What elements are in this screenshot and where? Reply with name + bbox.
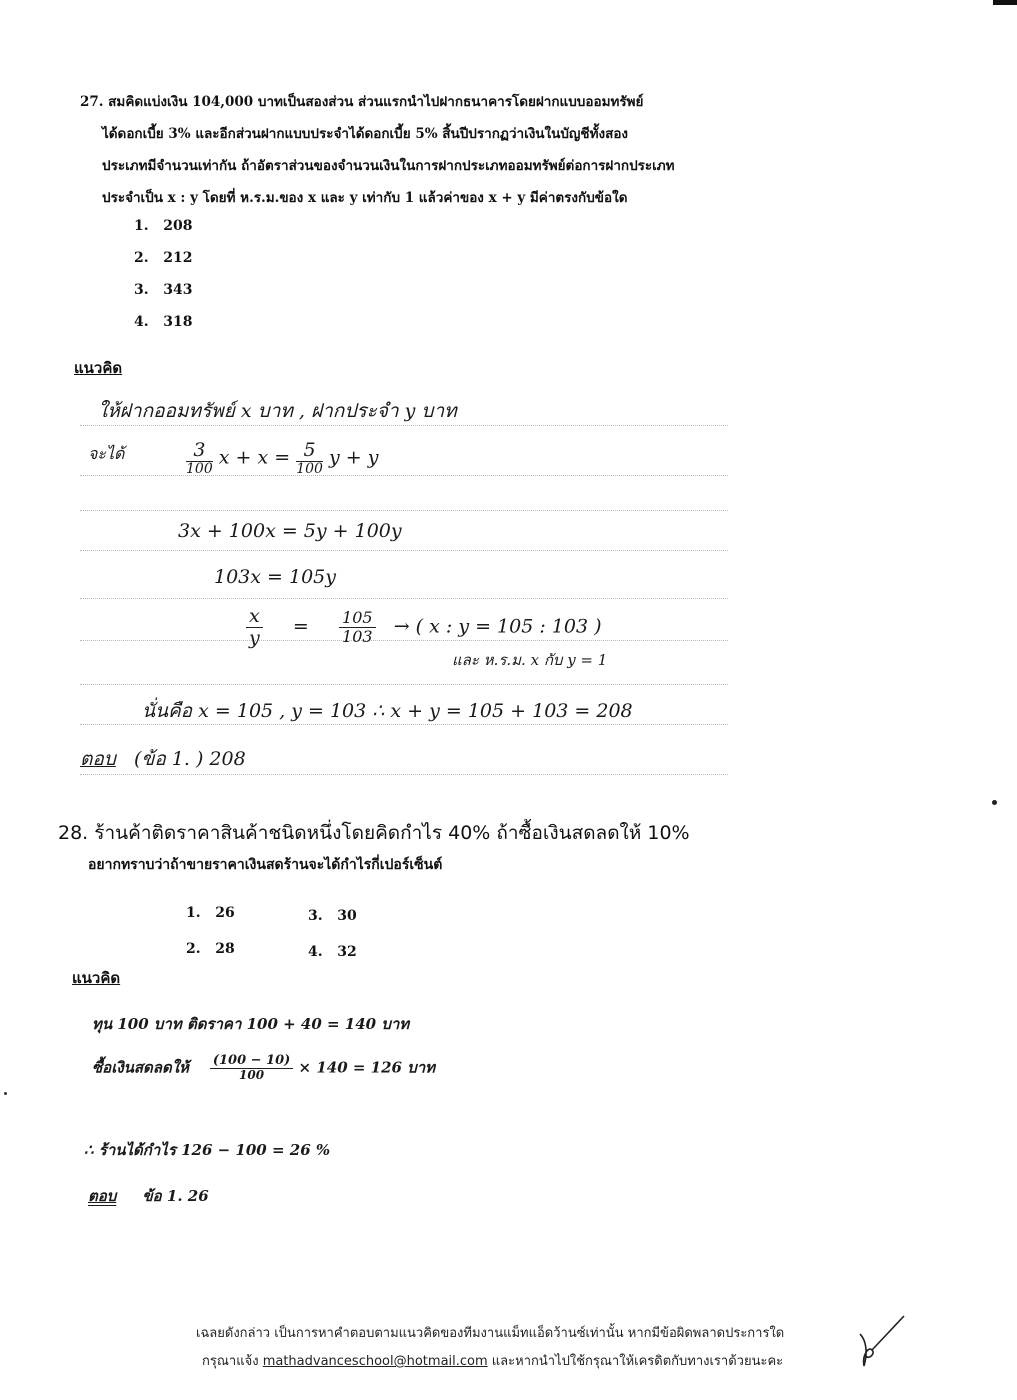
q27-work-line-6: นั่นคือ x = 105 , y = 103 ∴ x + y = 105 + 103 = 208	[142, 700, 633, 722]
footer-contact: กรุณาแจ้ง mathadvanceschool@hotmail.com และหากนำไปใช้กรุณาให้เครดิตกับทางเราด้วยนะคะ	[202, 1354, 784, 1369]
footer-disclaimer: เฉลยดังกล่าว เป็นการหาคำตอบตามแนวคิดของทีมงานแม็ทแอ็ดว้านซ์เท่านั้น หากมีข้อผิดพลาดประการใด	[196, 1326, 785, 1341]
q27-work-jad: จะได้	[88, 444, 125, 463]
q28-solution-heading: แนวคิด	[72, 969, 121, 987]
q28-answer: ตอบ ข้อ 1. 26	[88, 1187, 209, 1205]
q27-option-3: 3. 343	[134, 282, 193, 298]
q27-solution-heading: แนวคิด	[74, 359, 123, 377]
q28-line-1: 28. ร้านค้าติดราคาสินค้าชนิดหนึ่งโดยคิดกำไร 40% ถ้าซื้อเงินสดลดให้ 10%	[58, 822, 690, 844]
q28-option-3: 3. 30	[308, 908, 357, 924]
fraction: $\frac{105}{103}$	[339, 609, 376, 645]
q27-line-2: ได้ดอกเบี้ย 3% และอีกส่วนฝากแบบประจำได้ดอกเบี้ย 5% สิ้นปีปรากฏว่าเงินในบัญชีทั้งสอง	[102, 126, 629, 142]
email-link[interactable]: mathadvanceschool@hotmail.com	[262, 1354, 488, 1369]
q27-work-note: และ ห.ร.ม. x กับ y = 1	[452, 651, 608, 669]
q28-option-2: 2. 28	[186, 941, 235, 957]
q27-option-1: 1. 208	[134, 218, 193, 234]
q27-work-line-5: $\frac{x}{y}$ = $\frac{105}{103}$ → ( x : y = 105 : 103 )	[246, 606, 602, 649]
q27-work-line-2: $\frac{3}{100}$ x + x = $\frac{5}{100}$ y + y	[186, 439, 379, 477]
q27-work-line-1: ให้ฝากออมทรัพย์ x บาท , ฝากประจำ y บาท	[98, 400, 457, 422]
q27-line-4: ประจำเป็น x : y โดยที่ ห.ร.ม.ของ x และ y เท่ากับ 1 แล้วค่าของ x + y มีค่าตรงกับข้อใด	[102, 190, 628, 206]
q28-line-2: อยากทราบว่าถ้าขายราคาเงินสดร้านจะได้กำไรกี่เปอร์เซ็นต์	[88, 857, 443, 873]
q27-option-4: 4. 318	[134, 314, 193, 330]
q28-option-1: 1. 26	[186, 905, 235, 921]
fraction: $\frac{5}{100}$	[296, 439, 323, 477]
fraction: $\frac{(100 - 10)}{100}$	[210, 1054, 293, 1082]
fraction: $\frac{3}{100}$	[186, 439, 213, 477]
corner-mark	[993, 0, 1017, 5]
q27-work-line-4: 103x = 105y	[214, 566, 336, 588]
q28-option-4: 4. 32	[308, 944, 357, 960]
stray-dot	[4, 1092, 7, 1095]
q27-line-3: ประเภทมีจำนวนเท่ากัน ถ้าอัตราส่วนของจำนวนเงินในการฝากประเภทออมทรัพย์ต่อการฝากประเภท	[102, 158, 675, 174]
q28-work-line-1: ทุน 100 บาท ติดราคา 100 + 40 = 140 บาท	[92, 1015, 410, 1033]
q28-work-line-2: ซื้อเงินสดลดให้ $\frac{(100 - 10)}{100}$ × 140 = 126 บาท	[92, 1053, 436, 1083]
q27-answer: ตอบ (ข้อ 1. ) 208	[80, 748, 246, 770]
q27-line-1: 27. สมคิดแบ่งเงิน 104,000 บาทเป็นสองส่วน ส่วนแรกนำไปฝากธนาคารโดยฝากแบบออมทรัพย์	[80, 94, 644, 110]
fraction: $\frac{x}{y}$	[246, 606, 263, 649]
signature	[854, 1310, 910, 1370]
stray-dot	[992, 800, 997, 805]
q28-work-line-3: ∴ ร้านได้กำไร 126 − 100 = 26 %	[84, 1141, 331, 1159]
q27-work-line-3: 3x + 100x = 5y + 100y	[178, 520, 402, 542]
q27-option-2: 2. 212	[134, 250, 193, 266]
